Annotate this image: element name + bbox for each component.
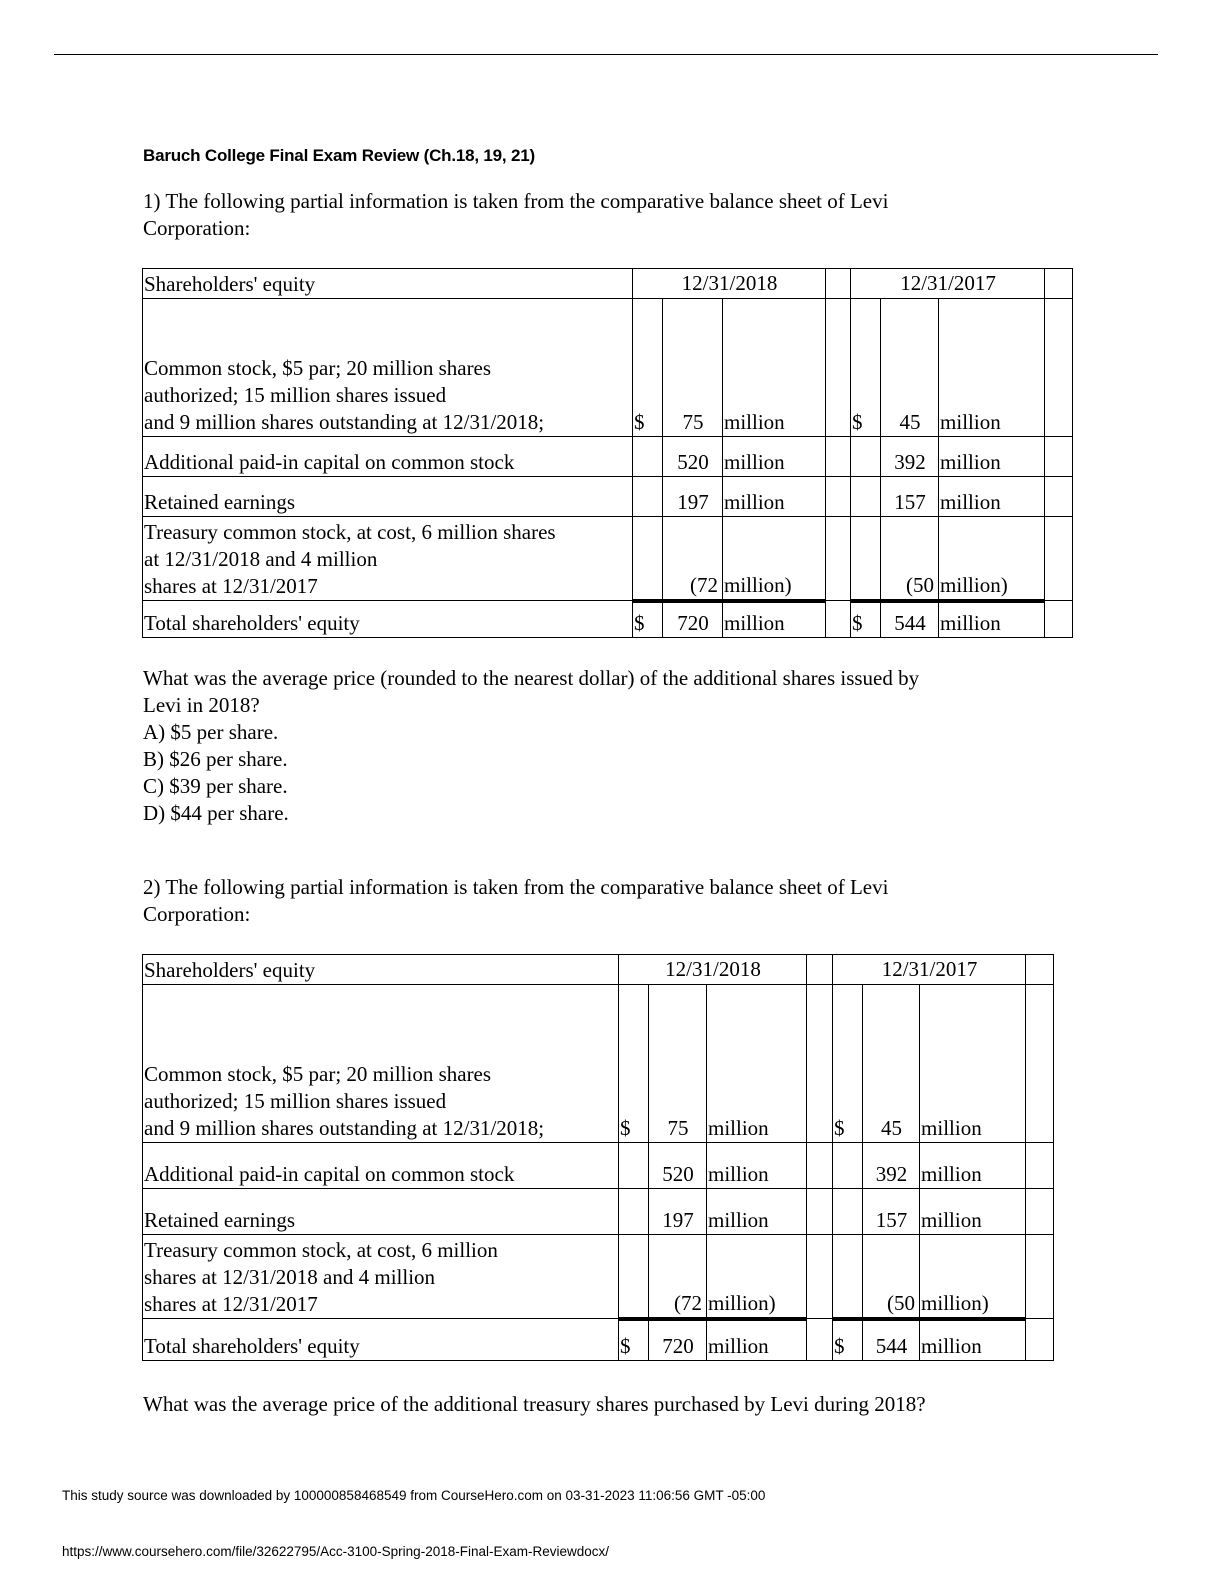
value-2018: 520 bbox=[649, 1143, 707, 1189]
currency-2017 bbox=[833, 1143, 863, 1189]
unit-2018: million bbox=[723, 437, 826, 477]
currency-2018 bbox=[633, 517, 663, 601]
answer-option-b: B) $26 per share. bbox=[143, 747, 288, 771]
spacer-cell bbox=[1026, 985, 1054, 1143]
unit-2018: million bbox=[723, 477, 826, 517]
row-label-line: Treasury common stock, at cost, 6 million shares bbox=[144, 520, 556, 544]
spacer-cell bbox=[807, 1235, 833, 1319]
spacer-cell bbox=[1045, 269, 1073, 299]
q2-intro bbox=[143, 874, 1043, 928]
unit-2017: million) bbox=[939, 517, 1045, 601]
spacer-cell bbox=[1045, 437, 1073, 477]
spacer-cell bbox=[1026, 1189, 1054, 1235]
row-label bbox=[143, 1143, 619, 1189]
q2-question-line: What was the average price of the additional treasury shares purchased by Levi during 2018? bbox=[143, 1392, 926, 1416]
value-2017: 45 bbox=[863, 985, 920, 1143]
currency-2018: $ bbox=[619, 985, 649, 1143]
currency-2017 bbox=[851, 437, 881, 477]
table-row bbox=[143, 1235, 1054, 1319]
spacer-cell bbox=[807, 985, 833, 1143]
value-2017: 157 bbox=[881, 477, 939, 517]
balance-sheet-table-1 bbox=[142, 268, 1073, 638]
row-label bbox=[143, 517, 633, 601]
table-row bbox=[143, 437, 1073, 477]
download-notice: This study source was downloaded by 100000858468549 from CourseHero.com on 03-31-2023 11:06:56 GMT -05:00 bbox=[62, 1488, 766, 1503]
unit-2017: million bbox=[939, 601, 1045, 638]
currency-2018 bbox=[619, 1143, 649, 1189]
spacer-cell bbox=[807, 1143, 833, 1189]
q2-question bbox=[143, 1391, 1043, 1418]
unit-2018: million bbox=[723, 299, 826, 437]
spacer-cell bbox=[826, 517, 851, 601]
value-2017: 45 bbox=[881, 299, 939, 437]
value-2017: 544 bbox=[881, 601, 939, 638]
source-url-link[interactable]: https://www.coursehero.com/file/32622795/Acc-3100-Spring-2018-Final-Exam-Reviewdocx/ bbox=[62, 1544, 610, 1559]
value-2018: 197 bbox=[663, 477, 723, 517]
value-2018: 197 bbox=[649, 1189, 707, 1235]
unit-2017: million bbox=[920, 1189, 1026, 1235]
spacer-cell bbox=[1026, 1143, 1054, 1189]
spacer-cell bbox=[826, 437, 851, 477]
q1-question-line: Levi in 2018? bbox=[143, 693, 260, 717]
currency-2017 bbox=[833, 1235, 863, 1319]
value-2018: 720 bbox=[649, 1319, 707, 1361]
spacer-cell bbox=[1026, 1319, 1054, 1361]
unit-2018: million) bbox=[723, 517, 826, 601]
row-label bbox=[143, 299, 633, 437]
answer-option-c: C) $39 per share. bbox=[143, 774, 288, 798]
spacer-cell bbox=[1045, 601, 1073, 638]
unit-2017: million bbox=[920, 1319, 1026, 1361]
unit-2018: million bbox=[707, 985, 807, 1143]
value-2018: 75 bbox=[649, 985, 707, 1143]
answer-option-a: A) $5 per share. bbox=[143, 720, 279, 744]
header-year-2017: 12/31/2017 bbox=[851, 269, 1045, 299]
spacer-cell bbox=[1045, 477, 1073, 517]
currency-2017: $ bbox=[851, 601, 881, 638]
row-label-line: Common stock, $5 par; 20 million shares bbox=[144, 356, 492, 380]
row-label-line: authorized; 15 million shares issued bbox=[144, 383, 447, 407]
row-label-line: at 12/31/2018 and 4 million bbox=[144, 547, 378, 571]
q1-intro bbox=[143, 188, 1043, 242]
currency-2018: $ bbox=[619, 1319, 649, 1361]
spacer-cell bbox=[1026, 1235, 1054, 1319]
currency-2017: $ bbox=[851, 299, 881, 437]
unit-2017: million bbox=[939, 437, 1045, 477]
table-row bbox=[143, 1319, 1054, 1361]
document-heading: Baruch College Final Exam Review (Ch.18, 19, 21) bbox=[143, 146, 535, 165]
spacer-cell bbox=[807, 1189, 833, 1235]
row-label bbox=[143, 1319, 619, 1361]
table-header-row bbox=[143, 955, 1054, 985]
q1-question bbox=[143, 665, 1043, 827]
spacer-cell bbox=[1045, 299, 1073, 437]
currency-2017: $ bbox=[833, 1319, 863, 1361]
spacer-cell bbox=[826, 269, 851, 299]
q1-question-line: What was the average price (rounded to the nearest dollar) of the additional shares issued by bbox=[143, 666, 920, 690]
value-2018: (72 bbox=[649, 1235, 707, 1319]
spacer-cell bbox=[807, 955, 833, 985]
spacer-cell bbox=[826, 299, 851, 437]
value-2017: 392 bbox=[881, 437, 939, 477]
table-row bbox=[143, 1143, 1054, 1189]
currency-2017 bbox=[851, 477, 881, 517]
spacer-cell bbox=[826, 477, 851, 517]
balance-sheet-table-2 bbox=[142, 954, 1054, 1361]
unit-2017: million) bbox=[920, 1235, 1026, 1319]
row-label bbox=[143, 985, 619, 1143]
row-label bbox=[143, 437, 633, 477]
unit-2018: million bbox=[707, 1319, 807, 1361]
unit-2017: million bbox=[920, 985, 1026, 1143]
q1-intro-line: 1) The following partial information is taken from the comparative balance sheet of Levi bbox=[143, 189, 889, 213]
unit-2018: million) bbox=[707, 1235, 807, 1319]
header-rule bbox=[54, 54, 1158, 55]
spacer-cell bbox=[807, 1319, 833, 1361]
currency-2018: $ bbox=[633, 299, 663, 437]
row-label bbox=[143, 601, 633, 638]
row-label-line: Retained earnings bbox=[144, 490, 296, 514]
row-label-line: Additional paid-in capital on common stock bbox=[144, 1162, 515, 1186]
row-label bbox=[143, 1189, 619, 1235]
currency-2017 bbox=[851, 517, 881, 601]
answer-option-d: D) $44 per share. bbox=[143, 801, 289, 825]
header-year-2017: 12/31/2017 bbox=[833, 955, 1026, 985]
table-row bbox=[143, 985, 1054, 1143]
table-row bbox=[143, 477, 1073, 517]
row-label-line: authorized; 15 million shares issued bbox=[144, 1089, 447, 1113]
table-row bbox=[143, 299, 1073, 437]
unit-2018: million bbox=[707, 1143, 807, 1189]
header-label: Shareholders' equity bbox=[143, 955, 619, 985]
row-label bbox=[143, 1235, 619, 1319]
value-2017: (50 bbox=[881, 517, 939, 601]
unit-2017: million bbox=[939, 299, 1045, 437]
row-label-line: Common stock, $5 par; 20 million shares bbox=[144, 1062, 492, 1086]
unit-2018: million bbox=[707, 1189, 807, 1235]
value-2017: 544 bbox=[863, 1319, 920, 1361]
row-label-line: and 9 million shares outstanding at 12/31/2018; bbox=[144, 410, 545, 434]
header-year-2018: 12/31/2018 bbox=[619, 955, 807, 985]
unit-2018: million bbox=[723, 601, 826, 638]
spacer-cell bbox=[1045, 517, 1073, 601]
currency-2018: $ bbox=[633, 601, 663, 638]
value-2018: (72 bbox=[663, 517, 723, 601]
row-label-line: Additional paid-in capital on common stock bbox=[144, 450, 515, 474]
row-label bbox=[143, 477, 633, 517]
currency-2018 bbox=[619, 1235, 649, 1319]
row-label-line: Retained earnings bbox=[144, 1208, 296, 1232]
unit-2017: million bbox=[939, 477, 1045, 517]
spacer-cell bbox=[1026, 955, 1054, 985]
value-2018: 720 bbox=[663, 601, 723, 638]
row-label-line: shares at 12/31/2017 bbox=[144, 1292, 318, 1316]
unit-2017: million bbox=[920, 1143, 1026, 1189]
value-2018: 520 bbox=[663, 437, 723, 477]
header-label: Shareholders' equity bbox=[143, 269, 633, 299]
table-row bbox=[143, 601, 1073, 638]
row-label-line: shares at 12/31/2017 bbox=[144, 574, 318, 598]
table-row bbox=[143, 517, 1073, 601]
table-row bbox=[143, 1189, 1054, 1235]
row-label-line: Total shareholders' equity bbox=[144, 1334, 360, 1358]
currency-2018 bbox=[633, 477, 663, 517]
currency-2018 bbox=[619, 1189, 649, 1235]
value-2018: 75 bbox=[663, 299, 723, 437]
row-label-line: Treasury common stock, at cost, 6 million bbox=[144, 1238, 498, 1262]
currency-2017 bbox=[833, 1189, 863, 1235]
currency-2017: $ bbox=[833, 985, 863, 1143]
spacer-cell bbox=[826, 601, 851, 638]
q2-intro-line: Corporation: bbox=[143, 902, 251, 926]
row-label-line: Total shareholders' equity bbox=[144, 611, 360, 635]
row-label-line: and 9 million shares outstanding at 12/31/2018; bbox=[144, 1116, 545, 1140]
currency-2018 bbox=[633, 437, 663, 477]
value-2017: 392 bbox=[863, 1143, 920, 1189]
q2-intro-line: 2) The following partial information is taken from the comparative balance sheet of Levi bbox=[143, 875, 889, 899]
row-label-line: shares at 12/31/2018 and 4 million bbox=[144, 1265, 436, 1289]
value-2017: 157 bbox=[863, 1189, 920, 1235]
header-year-2018: 12/31/2018 bbox=[633, 269, 826, 299]
table-header-row bbox=[143, 269, 1073, 299]
q1-intro-line: Corporation: bbox=[143, 216, 251, 240]
value-2017: (50 bbox=[863, 1235, 920, 1319]
